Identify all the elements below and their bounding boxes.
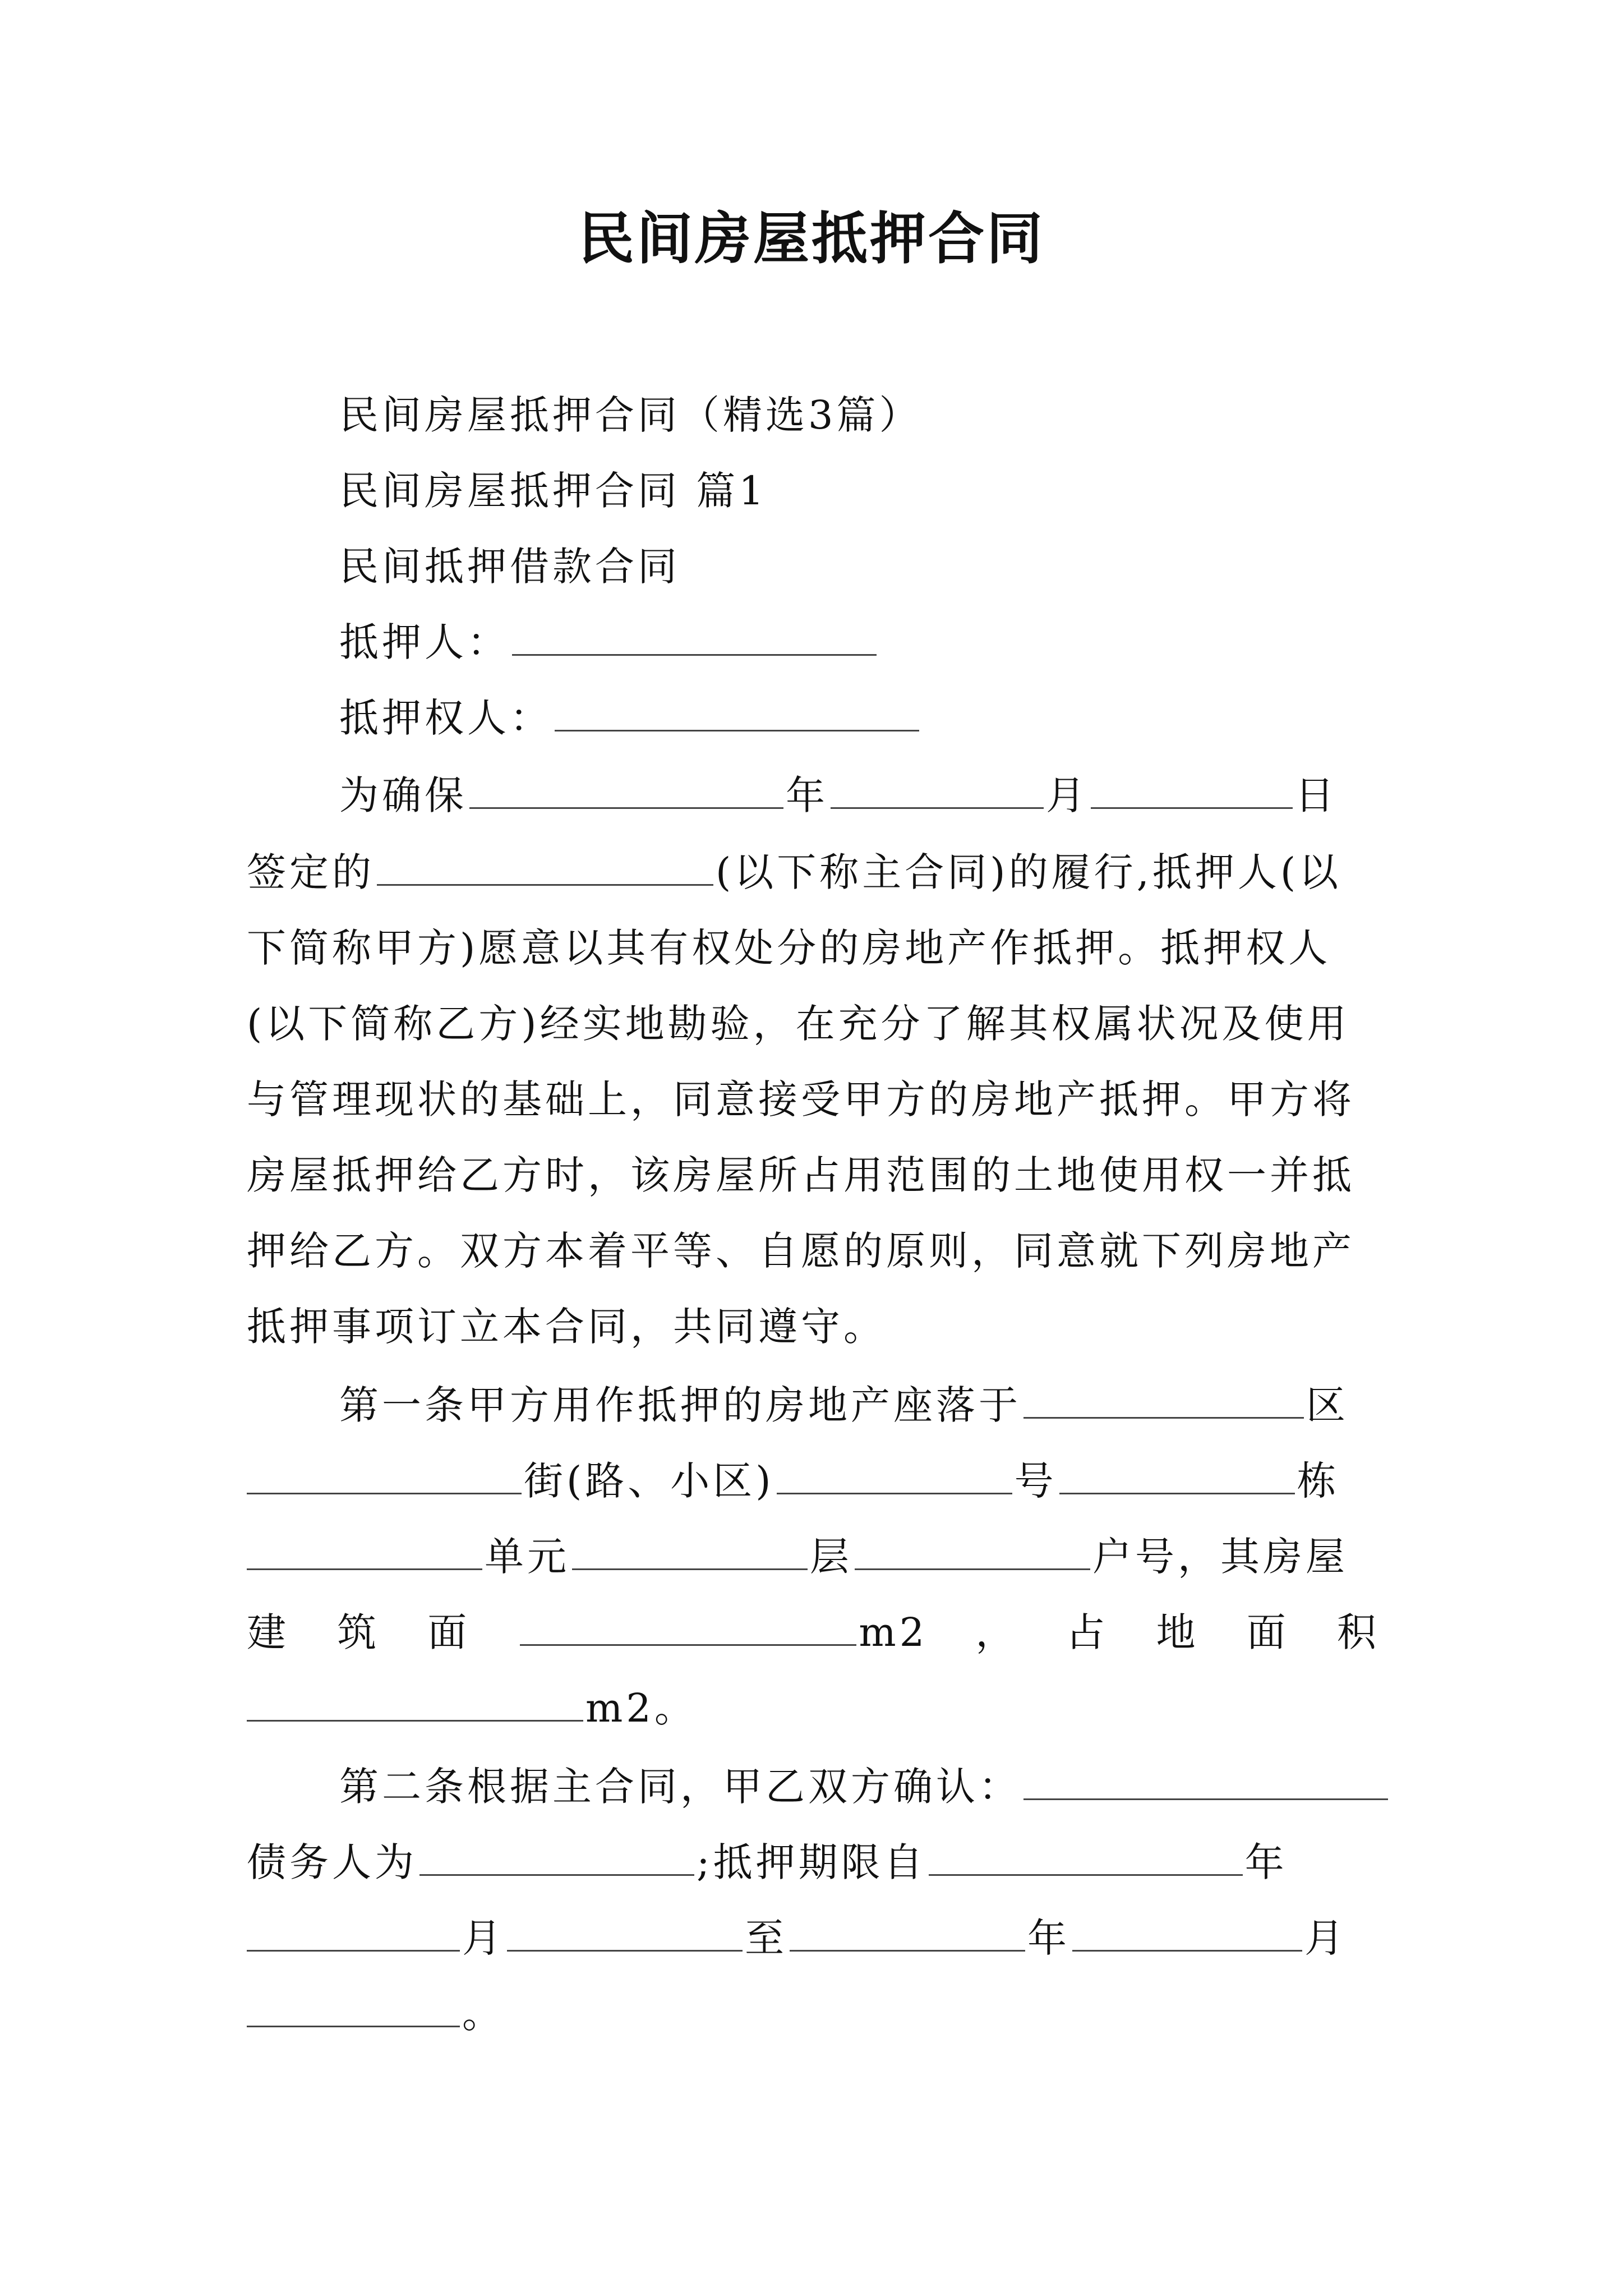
art2-text: 年 — [1244, 1839, 1288, 1885]
para1-line-6: 房屋抵押给乙方时，该房屋所占用范围的土地使用权一并抵 — [247, 1152, 1355, 1198]
art2-text: 月 — [1304, 1915, 1347, 1961]
art1-text: 区 — [1306, 1382, 1349, 1428]
start-day-blank[interactable] — [507, 1915, 743, 1952]
end-year-blank[interactable] — [790, 1915, 1025, 1952]
art1-text: m2。 — [585, 1685, 697, 1731]
para1-text: 签定的 — [247, 849, 375, 895]
mortgagee-label: 抵押权人： — [339, 695, 552, 741]
art1-text: 单元 — [485, 1534, 570, 1580]
art1-text: m2 — [859, 1609, 928, 1655]
art1-text: 筑 — [337, 1609, 380, 1655]
art1-text: 号 — [1014, 1458, 1057, 1504]
mortgagor-label: 抵押人： — [339, 619, 510, 665]
street-blank[interactable] — [247, 1458, 522, 1494]
year-blank[interactable] — [469, 772, 783, 809]
room-blank[interactable] — [855, 1534, 1090, 1570]
mortgagee-blank[interactable] — [555, 695, 919, 731]
art1-line-3 — [247, 1529, 1348, 1585]
para1-text: 日 — [1295, 772, 1338, 818]
art2-text: 债务人为 — [247, 1839, 417, 1885]
mortgagor-line — [339, 614, 879, 670]
art2-text: 。 — [462, 1991, 505, 2037]
art1-text: 面 — [427, 1609, 471, 1655]
para1-text: (以下称主合同)的履行,抵押人(以 — [716, 849, 1342, 895]
intro-line-3: 民间抵押借款合同 — [339, 544, 680, 590]
art1-text: ， — [975, 1609, 1018, 1655]
art1-line-2 — [247, 1453, 1340, 1509]
para1-line-2 — [247, 844, 1341, 900]
art1-text: 面 — [1246, 1609, 1289, 1655]
art2-text: 月 — [462, 1915, 505, 1961]
unit-blank[interactable] — [247, 1534, 482, 1570]
art2-line-4 — [247, 1986, 505, 2042]
end-day-blank[interactable] — [247, 1991, 460, 2027]
para1-text: 为确保 — [339, 772, 467, 818]
para1-line-7: 押给乙方。双方本着平等、自愿的原则，同意就下列房地产 — [247, 1228, 1355, 1274]
end-month-blank[interactable] — [1072, 1915, 1302, 1952]
para1-text: 年 — [786, 772, 828, 818]
building-blank[interactable] — [1059, 1458, 1295, 1494]
art1-text: 户号，其房屋 — [1092, 1534, 1348, 1580]
art1-text: 建 — [247, 1609, 289, 1655]
art1-line-5 — [247, 1680, 697, 1736]
intro-line-1: 民间房屋抵押合同（精选3篇） — [339, 392, 922, 438]
para1-line-3: 下简称甲方)愿意以其有权处分的房地产作抵押。抵押权人 — [247, 925, 1331, 971]
para1-text: 月 — [1046, 772, 1089, 818]
mortgagor-blank[interactable] — [512, 619, 877, 656]
para1-line-1 — [339, 767, 1338, 823]
document-title: 民间房屋抵押合同 — [578, 205, 1045, 272]
art2-line-3 — [247, 1910, 1347, 1966]
district-blank[interactable] — [1023, 1382, 1304, 1419]
land-area-blank[interactable] — [247, 1685, 583, 1722]
art1-text: 第一条甲方用作抵押的房地产座落于 — [339, 1382, 1021, 1428]
art1-text: 层 — [810, 1534, 852, 1580]
art2-line-2 — [247, 1834, 1288, 1890]
start-year-blank[interactable] — [929, 1839, 1243, 1876]
art2-text: ;抵押期限自 — [697, 1839, 926, 1885]
art1-line-1 — [339, 1377, 1349, 1433]
floor-blank[interactable] — [572, 1534, 808, 1570]
number-blank[interactable] — [777, 1458, 1012, 1494]
start-month-blank[interactable] — [247, 1915, 460, 1952]
art2-text: 至 — [745, 1915, 787, 1961]
art1-text: 占 — [1066, 1609, 1109, 1655]
building-area-blank[interactable] — [520, 1609, 856, 1646]
art2-text: 第二条根据主合同，甲乙双方确认： — [339, 1764, 1021, 1810]
art1-text: 街(路、小区) — [524, 1458, 774, 1504]
confirm-blank[interactable] — [1023, 1764, 1388, 1800]
art1-line-4 — [247, 1604, 1380, 1660]
month-blank[interactable] — [831, 772, 1044, 809]
para1-line-8: 抵押事项订立本合同，共同遵守。 — [247, 1304, 886, 1350]
main-contract-blank[interactable] — [377, 849, 713, 886]
day-blank[interactable] — [1091, 772, 1293, 809]
art1-text: 栋 — [1297, 1458, 1340, 1504]
mortgagee-line — [339, 690, 921, 746]
debtor-blank[interactable] — [419, 1839, 694, 1876]
art1-text: 积 — [1336, 1609, 1380, 1655]
intro-line-2: 民间房屋抵押合同 篇1 — [339, 468, 767, 514]
para1-line-4: (以下简称乙方)经实地勘验，在充分了解其权属状况及使用 — [247, 1001, 1350, 1047]
art2-line-1 — [339, 1759, 1390, 1815]
para1-line-5: 与管理现状的基础上，同意接受甲方的房地产抵押。甲方将 — [247, 1076, 1355, 1122]
art2-text: 年 — [1027, 1915, 1070, 1961]
art1-text: 地 — [1156, 1609, 1199, 1655]
